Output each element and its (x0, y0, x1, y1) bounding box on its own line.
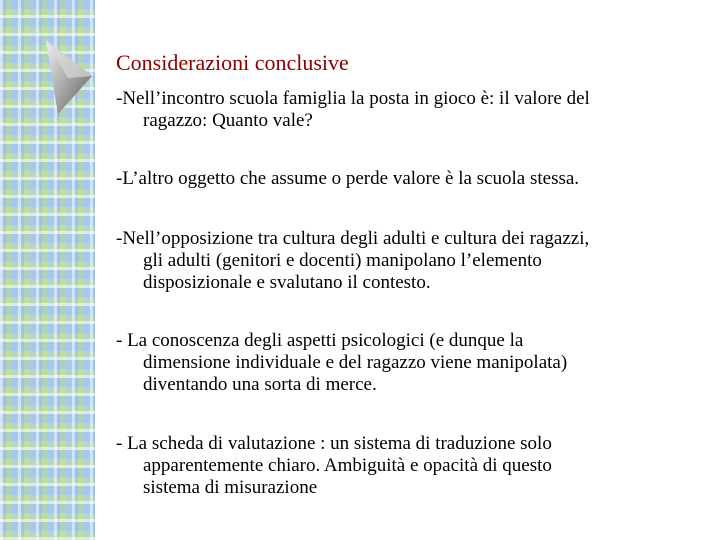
point-3-line-1: -Nell’opposizione tra cultura degli adulti e cultura dei ragazzi, (116, 228, 590, 249)
point-4-line-3: diventando una sorta di merce. (143, 374, 377, 395)
point-4-line-2: dimensione individuale e del ragazzo viene manipolata) (143, 352, 568, 373)
point-4 (116, 330, 716, 396)
slide-title: Considerazioni conclusive (116, 50, 349, 75)
point-3-line-2: gli adulti (genitori e docenti) manipolano l’elemento (143, 250, 542, 271)
play-arrow-icon (44, 38, 94, 116)
point-5-line-3: sistema di misurazione (143, 477, 318, 498)
point-4-line-1: - La conoscenza degli aspetti psicologici (e dunque la (116, 330, 524, 351)
point-1 (116, 88, 716, 132)
point-5 (116, 433, 716, 499)
point-3-line-3: disposizionale e svalutano il contesto. (143, 272, 431, 293)
point-3 (116, 228, 716, 294)
point-5-line-2: apparentemente chiaro. Ambiguità e opacità di questo (143, 455, 552, 476)
point-2-line-1: -L’altro oggetto che assume o perde valore è la scuola stessa. (116, 168, 580, 189)
point-1-line-1: -Nell’incontro scuola famiglia la posta in gioco è: il valore del (116, 88, 590, 109)
point-5-line-1: - La scheda di valutazione : un sistema di traduzione solo (116, 433, 552, 454)
point-2 (116, 168, 716, 190)
point-1-line-2: ragazzo: Quanto vale? (143, 110, 313, 131)
